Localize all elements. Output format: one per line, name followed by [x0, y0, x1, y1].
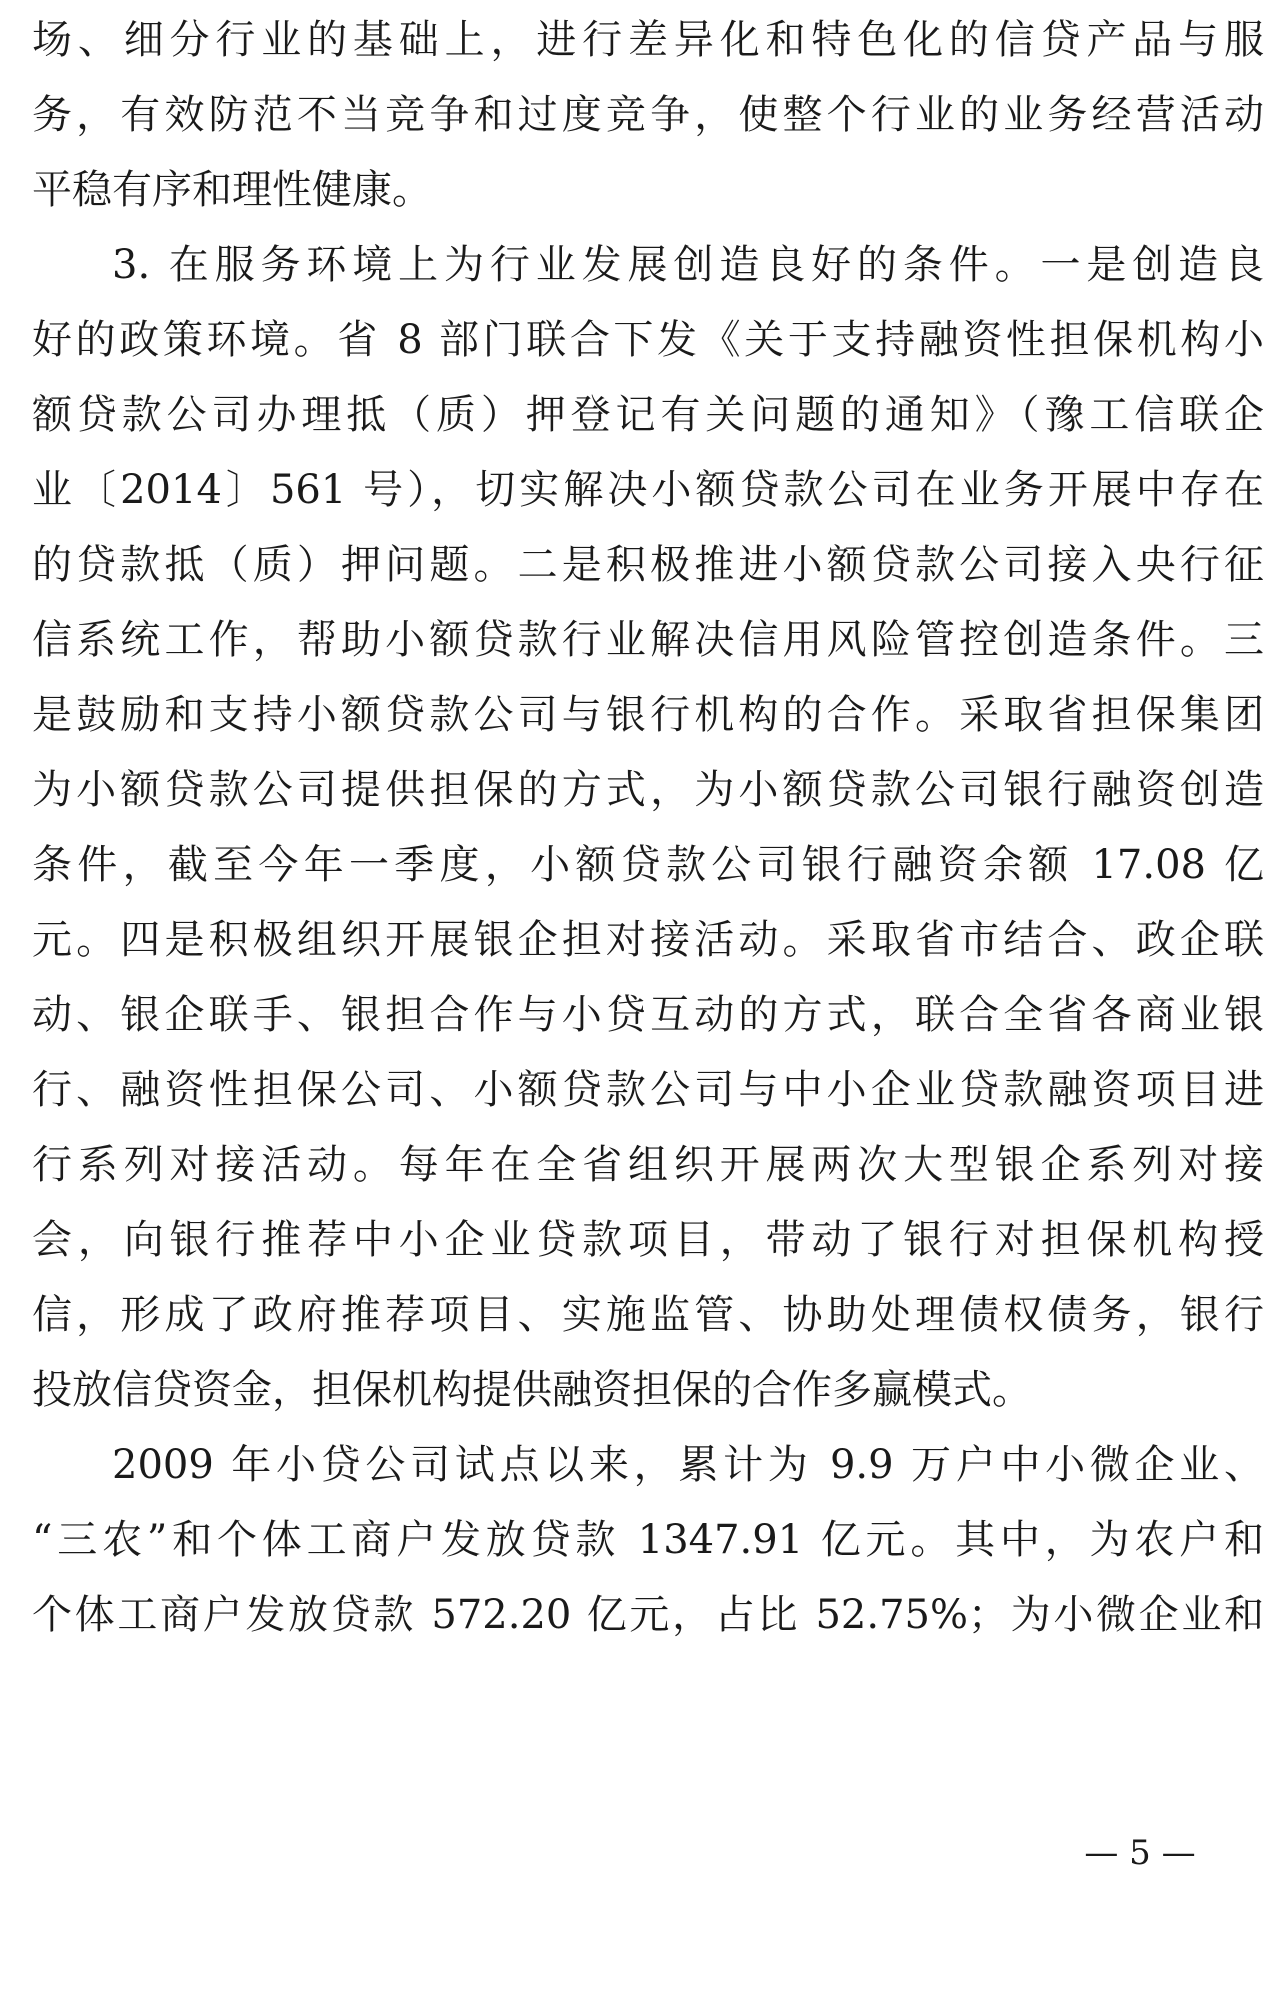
text-line: 投放信贷资金，担保机构提供融资担保的合作多赢模式。: [32, 1367, 1032, 1413]
text-line: 2009 年小贷公司试点以来，累计为 9.9 万户中小微企业、: [112, 1442, 1264, 1488]
text-line: 场、细分行业的基础上，进行差异化和特色化的信贷产品与服: [32, 17, 1264, 63]
text-line: 务，有效防范不当竞争和过度竞争，使整个行业的业务经营活动: [32, 92, 1264, 138]
text-line: 信系统工作，帮助小额贷款行业解决信用风险管控创造条件。三: [32, 617, 1264, 663]
text-line: 3. 在服务环境上为行业发展创造良好的条件。一是创造良: [112, 242, 1264, 288]
text-line: “三农”和个体工商户发放贷款 1347.91 亿元。其中，为农户和: [32, 1517, 1264, 1563]
text-line: 元。四是积极组织开展银企担对接活动。采取省市结合、政企联: [32, 917, 1264, 963]
page-number: — 5 —: [1084, 1833, 1196, 1873]
text-line: 动、银企联手、银担合作与小贷互动的方式，联合全省各商业银: [32, 992, 1264, 1038]
text-line: 是鼓励和支持小额贷款公司与银行机构的合作。采取省担保集团: [32, 692, 1264, 738]
text-line: 业〔2014〕561 号），切实解决小额贷款公司在业务开展中存在: [32, 467, 1264, 513]
text-line: 好的政策环境。省 8 部门联合下发《关于支持融资性担保机构小: [32, 317, 1264, 363]
text-line: 的贷款抵（质）押问题。二是积极推进小额贷款公司接入央行征: [32, 542, 1264, 588]
text-line: 行系列对接活动。每年在全省组织开展两次大型银企系列对接: [32, 1142, 1264, 1188]
text-line: 额贷款公司办理抵（质）押登记有关问题的通知》（豫工信联企: [32, 392, 1264, 438]
text-line: 行、融资性担保公司、小额贷款公司与中小企业贷款融资项目进: [32, 1067, 1264, 1113]
text-line: 条件，截至今年一季度，小额贷款公司银行融资余额 17.08 亿: [32, 842, 1264, 888]
text-line: 为小额贷款公司提供担保的方式，为小额贷款公司银行融资创造: [32, 767, 1264, 813]
text-line: 信，形成了政府推荐项目、实施监管、协助处理债权债务，银行: [32, 1292, 1264, 1338]
text-line: 平稳有序和理性健康。: [32, 167, 432, 213]
text-line: 个体工商户发放贷款 572.20 亿元，占比 52.75%；为小微企业和: [32, 1592, 1264, 1638]
text-line: 会，向银行推荐中小企业贷款项目，带动了银行对担保机构授: [32, 1217, 1264, 1263]
